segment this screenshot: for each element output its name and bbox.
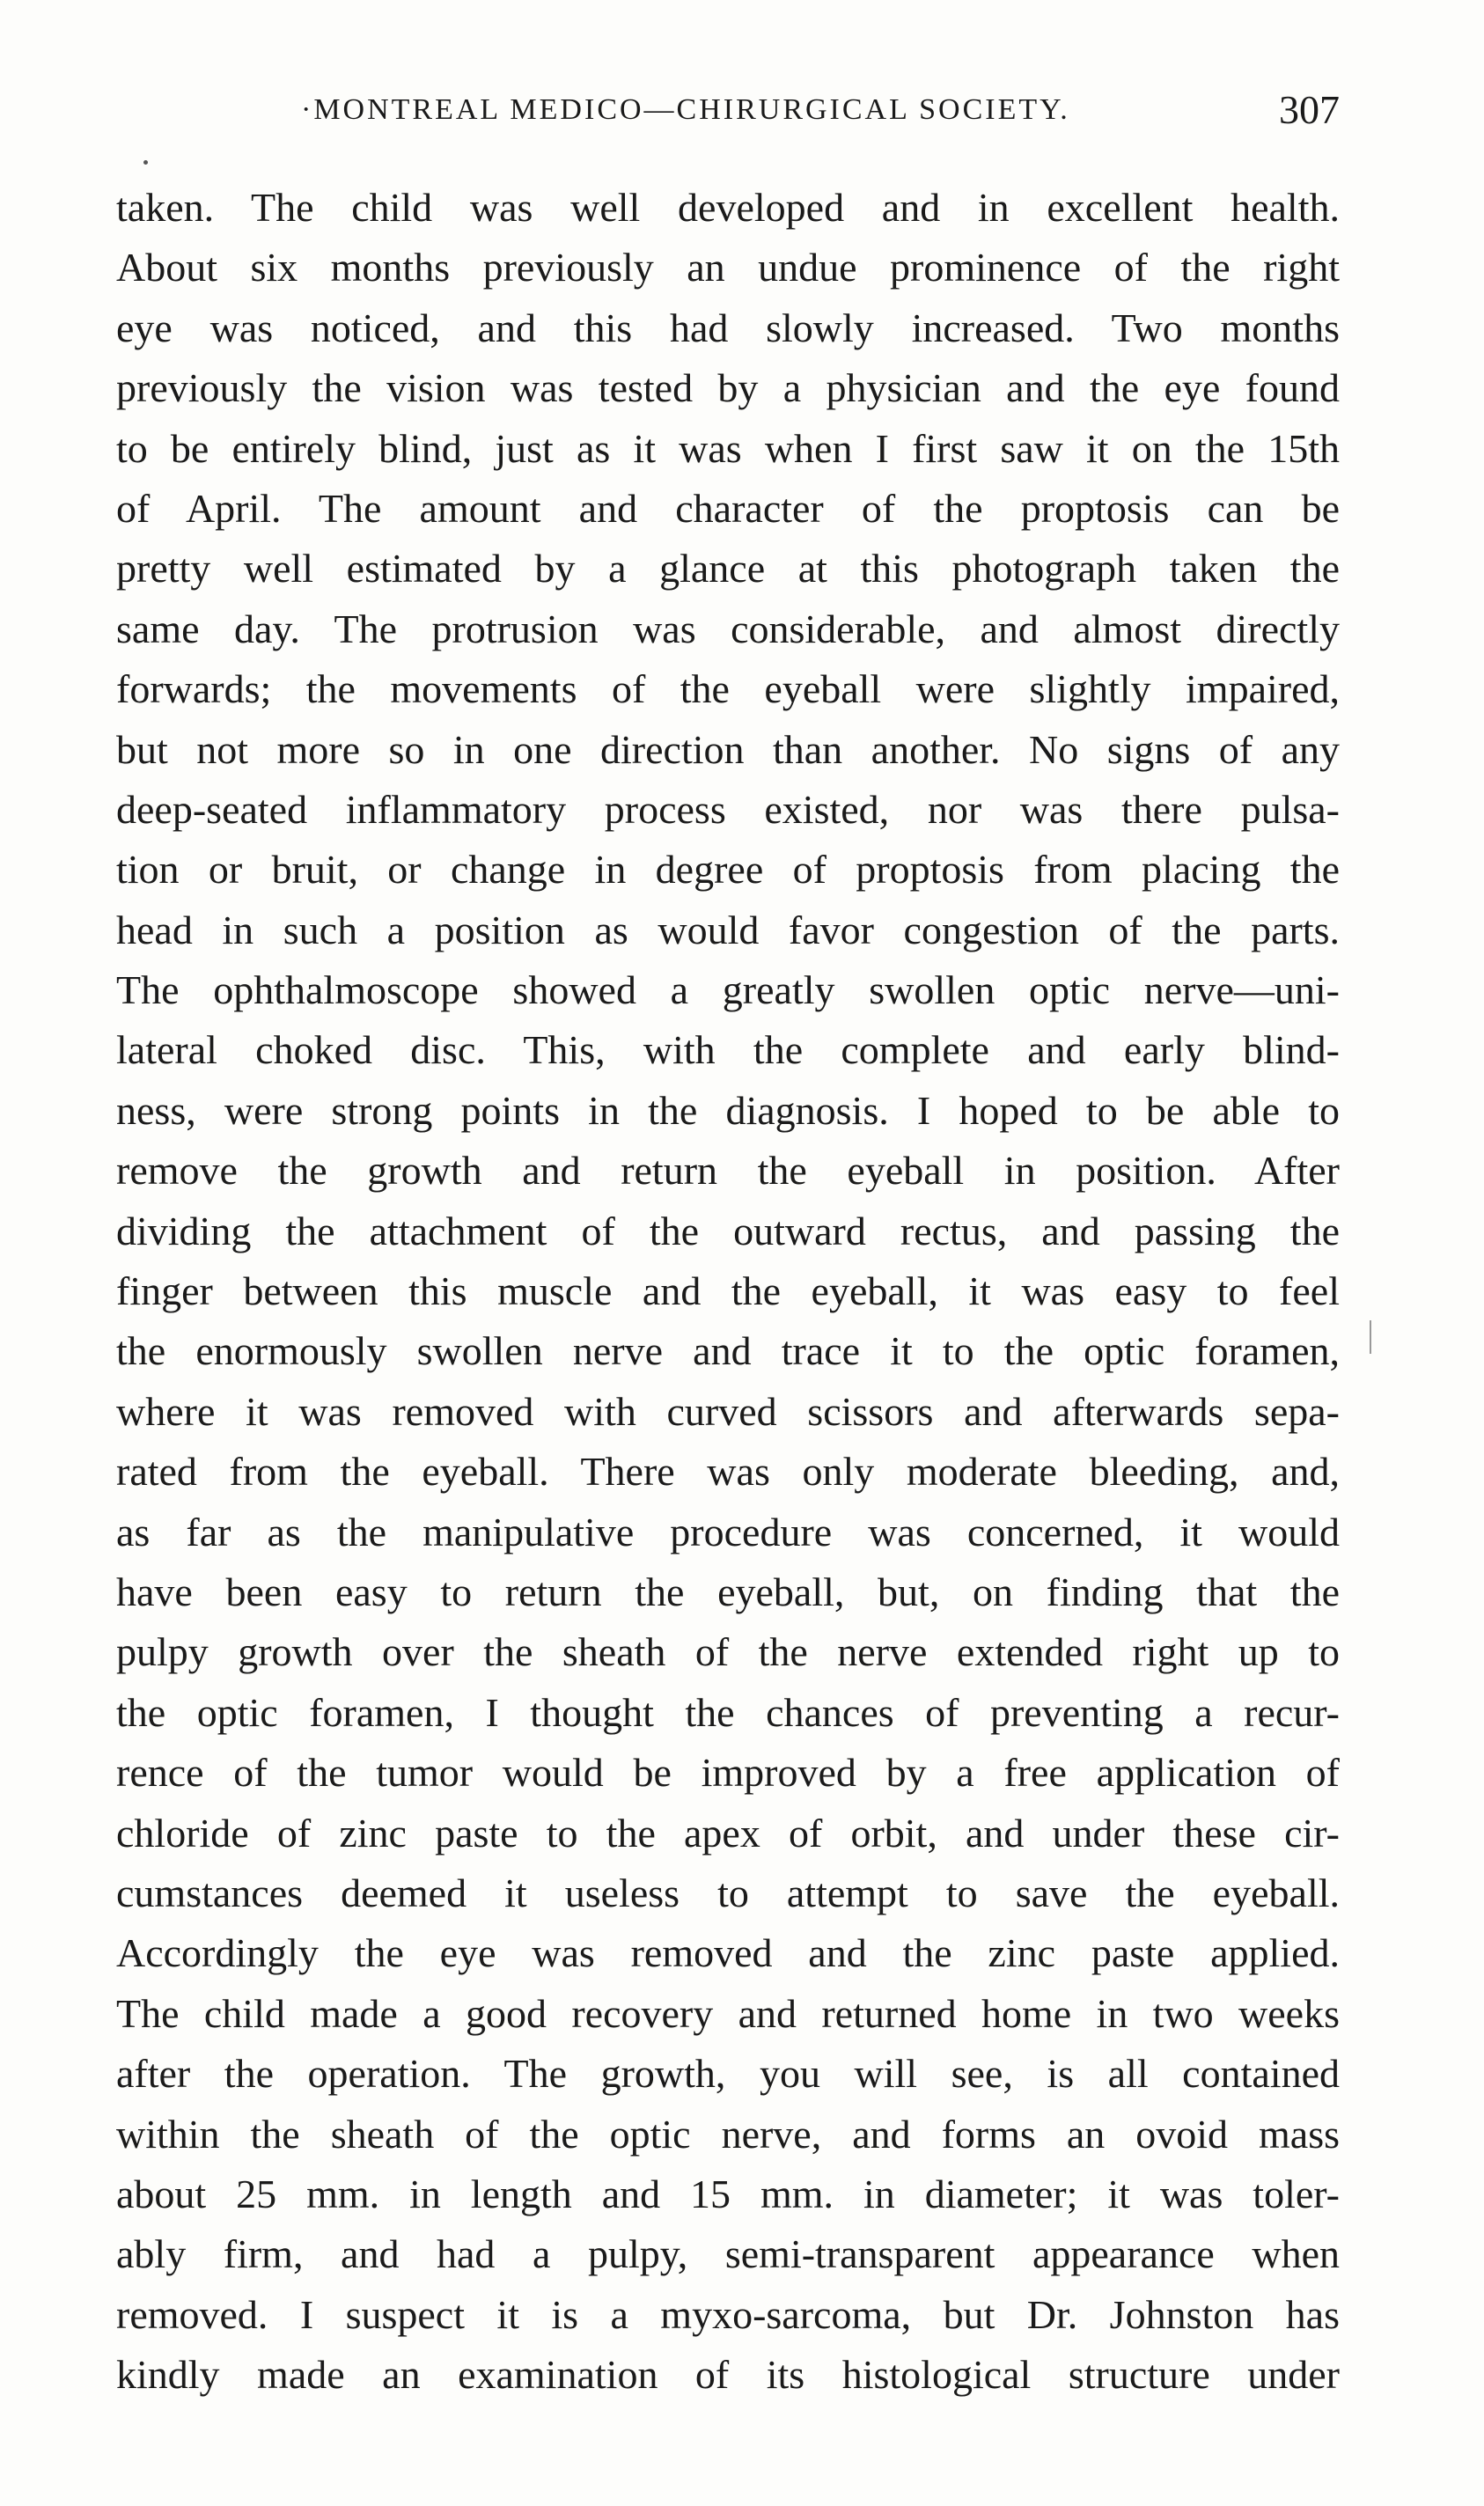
text-line: taken. The child was well developed and in excellent health. [116,185,1340,230]
text-line: where it was removed with curved scissors and afterwards sepa- [116,1388,1340,1434]
text-line: but not more so in one direction than another. No signs of any [116,726,1340,772]
text-line: rated from the eyeball. There was only moderate bleeding, and, [116,1449,1340,1495]
body-text [116,178,1340,2405]
text-line: eye was noticed, and this had slowly increased. Two months [116,305,1340,350]
text-line: finger between this muscle and the eyeball, it was easy to feel [116,1268,1340,1314]
text-line: head in such a position as would favor congestion of the parts. [116,907,1340,952]
margin-mark [1370,1320,1371,1354]
text-line: rence of the tumor would be improved by a free application of [116,1750,1340,1796]
text-line: forwards; the movements of the eyeball were slightly impaired, [116,666,1340,712]
text-line: tion or bruit, or change in degree of proptosis from placing the [116,847,1340,893]
text-line: previously the vision was tested by a physician and the eye found [116,365,1340,411]
text-line: removed. I suspect it is a myxo-sarcoma, but Dr. Johnston has [116,2291,1340,2337]
running-title: ·MONTREAL MEDICO—CHIRURGICAL SOCIETY. [301,93,1070,126]
text-line: Accordingly the eye was removed and the zinc paste applied. [116,1930,1340,1976]
text-line: cumstances deemed it useless to attempt to save the eyeball. [116,1870,1340,1915]
text-line: About six months previously an undue prominence of the right [116,245,1340,290]
text-line: to be entirely blind, just as it was when I first saw it on the 15th [116,425,1340,471]
text-line: the enormously swollen nerve and trace it to the optic foramen, [116,1328,1340,1374]
text-line: have been easy to return the eyeball, but, on finding that the [116,1569,1340,1614]
text-line: same day. The protrusion was considerable, and almost directly [116,606,1340,651]
text-line: pulpy growth over the sheath of the nerve extended right up to [116,1629,1340,1675]
text-line: as far as the manipulative procedure was concerned, it would [116,1509,1340,1554]
text-line: chloride of zinc paste to the apex of orbit, and under these cir- [116,1810,1340,1856]
text-line: ably firm, and had a pulpy, semi-transparent appearance when [116,2231,1340,2277]
running-head [116,86,1340,139]
text-line: deep-seated inflammatory process existed, nor was there pulsa- [116,786,1340,832]
text-line: within the sheath of the optic nerve, and forms an ovoid mass [116,2111,1340,2157]
text-line: lateral choked disc. This, with the complete and early blind- [116,1027,1340,1073]
text-line: ness, were strong points in the diagnosis. I hoped to be able to [116,1087,1340,1133]
text-line: the optic foramen, I thought the chances of preventing a recur- [116,1689,1340,1735]
page-number: 307 [1279,87,1340,132]
text-line: after the operation. The growth, you will see, is all contained [116,2051,1340,2097]
text-line: The ophthalmoscope showed a greatly swollen optic nerve—uni- [116,967,1340,1013]
text-line: dividing the attachment of the outward rectus, and passing the [116,1208,1340,1253]
text-line: of April. The amount and character of the proptosis can be [116,485,1340,531]
text-line: The child made a good recovery and returned home in two weeks [116,1990,1340,2036]
text-line: kindly made an examination of its histological structure under [116,2352,1340,2398]
text-line: pretty well estimated by a glance at this photograph taken the [116,546,1340,592]
text-line: about 25 mm. in length and 15 mm. in diameter; it was toler- [116,2171,1340,2216]
ink-speck [143,160,148,165]
text-line: remove the growth and return the eyeball in position. After [116,1148,1340,1194]
